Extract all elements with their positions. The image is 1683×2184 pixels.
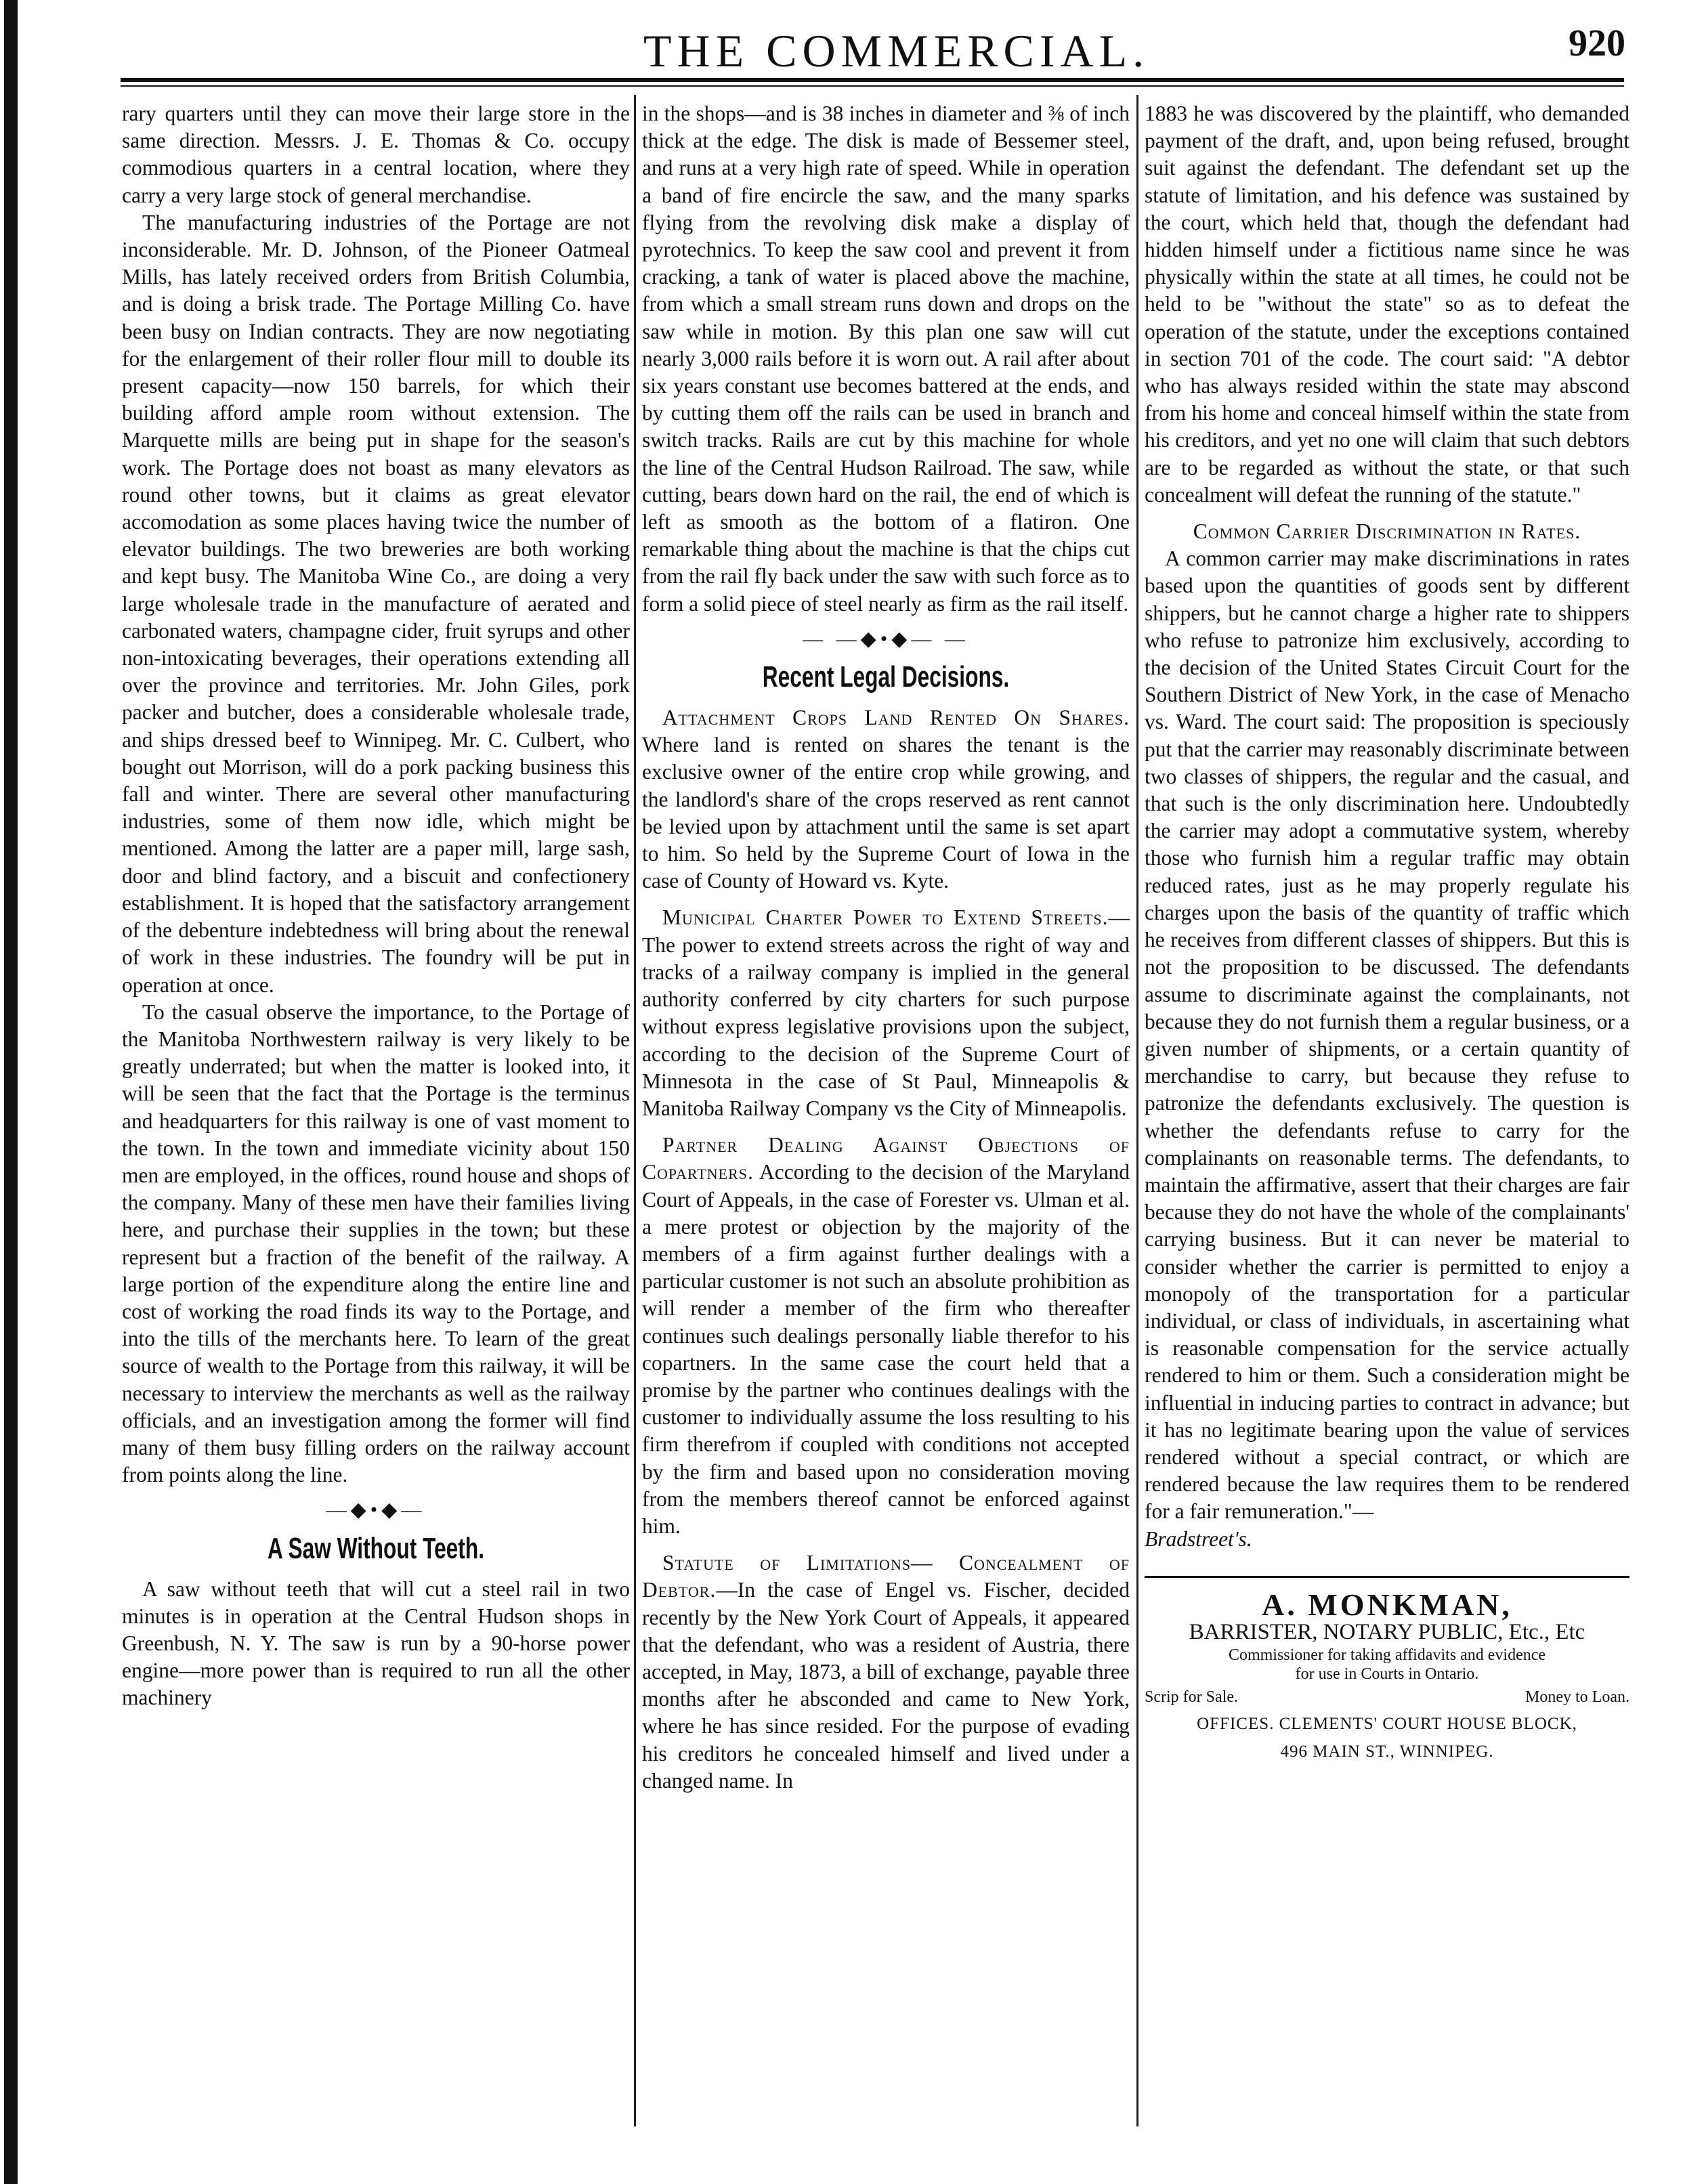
article-heading: A Saw Without Teeth. bbox=[267, 1531, 485, 1565]
ad-line: Commissioner for taking affidavits and evidence bbox=[1228, 1646, 1546, 1665]
legal-item-text: 1883 he was discovered by the plaintiff, who demanded payment of the draft, and, upon being refused, brought suit against the defendant. The defendant set up the statute of limitation, and his defence was sustained by the court, which held that, though the defendant had hidden himself under a fictitious name since he was physically within the state at all times, he could not be held to be "without the state" so as to defeat the operation of the statute, under the exceptions contained in section 701 of the code. The court said: "A debtor who has always resided within the state may abscond from his home and conceal himself within the state from his creditors, and yet no one will claim that such debtors are to be regarded as without the state, or that such concealment will defeat the running of the statute." bbox=[1145, 102, 1629, 507]
masthead bbox=[115, 12, 1625, 87]
section-separator: —◆•◆— bbox=[326, 1499, 426, 1522]
column-2 bbox=[642, 100, 1130, 1795]
legal-item-text: A common carrier may make discriminations in rates based upon the quantities of goods sent by different shippers, but he cannot charge a higher rate to shippers who refuse to patronize him exclusively, according to the decision of the United States Circuit Court for the Southern District of New York, in the case of Menacho vs. Ward. The court said: The proposition is speciously put that the carrier may reasonably discriminate between two classes of shippers, the regular and the casual, and that such is the only discrimination here. Undoubtedly the carrier may adopt a commutative system, whereby those who furnish him a regular traffic may obtain reduced rates, just as he may properly regulate his charges upon the basis of the quantity of traffic which he receives from different classes of shippers. But this is not the proposition to be discussed. The defendants assume to discriminate against the complainants, not because they do not furnish them a regular business, or a given number of shipments, or a certain quantity of merchandise to carry, but because they refuse to patronize the defendants exclusively. The question is whether the defendants refuse to carry for the complainants on reasonable terms. The defendants, to maintain the affirmative, assert that their charges are fair because they do not have the whole of the complainants' carrying business. But it can never be material to consider whether the carrier is permitted to enjoy a monopoly of the transportation for a particular individual, or class of individuals, in ascertaining what is reasonable compensation for the service actually rendered to him or them. Such a consideration might be influential in inducing parties to contract in advance; but it has no legitimate bearing upon the value of services rendered without a special contract, or which are rendered because the law requires them to be rendered for a fair remuneration."— bbox=[1145, 547, 1629, 1524]
legal-item bbox=[642, 904, 1130, 1122]
legal-item-text: —The power to extend streets across the right of way and tracks of a railway company is implied in the general authority conferred by city charters for such purpose without express legislative provisions upon the subject, according to the decision of the Supreme Court of Minnesota in the case of St Paul, Minneapolis & Manitoba Railway Company vs the City of Minneapolis. bbox=[642, 905, 1130, 1120]
header-rule-thin bbox=[121, 85, 1624, 87]
advertisement bbox=[1145, 1576, 1629, 1765]
article-paragraph: The manufacturing industries of the Portage are not inconsiderable. Mr. D. Johnson, of the Pioneer Oatmeal Mills, has lately received orders from British Columbia, and is doing a brisk trade. The Portage Milling Co. have been busy on Indian contracts. They are now negotiating for the enlargement of their roller flour mill to double its present capacity—now 150 barrels, for which their building afford ample room without extension. The Marquette mills are being put in shape for the season's work. The Portage does not boast as many elevators as round other towns, but it claims as great elevator accomodation as some places having twice the number of elevator buildings. The two breweries are both working and kept busy. The Manitoba Wine Co., are doing a very large wholesale trade in the manufacture of aerated and carbonated waters, champagne cider, fruit syrups and other non-intoxicating beverages, their operations extending all over the province and territories. Mr. John Giles, pork packer and butcher, does a considerable wholesale trade, and ships dressed beef to Winnipeg. Mr. C. Culbert, who bought out Morrison, will do a pork packing business this fall and winter. There are several other manufacturing industries, some of them now idle, which might be mentioned. Among the latter are a paper mill, large sash, door and blind factory, and a biscuit and confectionery establishment. It is hoped that the satisfactory arrangement of the debenture indebtedness will bring about the renewal of work in these industries. The foundry will be put in operation at once. bbox=[122, 210, 630, 997]
article-source: Bradstreet's. bbox=[1145, 1526, 1252, 1551]
column-divider-1 bbox=[634, 95, 636, 2126]
section-separator: — —◆•◆— — bbox=[803, 627, 969, 650]
legal-item-title: Attachment Crops Land Rented On Shares. bbox=[662, 706, 1130, 730]
page-number: 920 bbox=[1569, 22, 1625, 64]
legal-item-title: Common Carrier Discrimination in Rates. bbox=[1193, 519, 1581, 544]
legal-item-text: —In the case of Engel vs. Fischer, decided recently by the New York Court of Appeals, it appeared that the defendant, who was a resident of Austria, there accepted, in May, 1873, a bill of exchange, payable three months after he absconded and came to New York, where he has since resided. For the purpose of evading his creditors he concealed himself and lived under a changed name. In bbox=[642, 1578, 1130, 1793]
legal-item-title: Municipal Charter Power to Extend Streets. bbox=[662, 905, 1109, 930]
article-paragraph: in the shops—and is 38 inches in diameter and ⅜ of inch thick at the edge. The disk is made of Bessemer steel, and runs at a very high rate of speed. While in operation a band of fire encircle the saw, and the many sparks flying from the revolving disk make a display of pyrotechnics. To keep the saw cool and prevent it from cracking, a tank of water is placed above the machine, from which a small stream runs down and drops on the saw while in motion. By this plan one saw will cut nearly 3,000 rails before it is worn out. A rail after about six years constant use becomes battered at the ends, and by cutting them off the rails can be used in branch and switch tracks. Rails are cut by this machine for whole the line of the Central Hudson Railroad. The saw, while cutting, bears down hard on the rail, the end of which is left as smooth as the bottom of a flatiron. One remarkable thing about the machine is that the chips cut from the rail fly back under the saw with such force as to form a solid piece of steel nearly as firm as the rail itself. bbox=[642, 102, 1130, 616]
page-edge-bar bbox=[4, 0, 18, 2184]
section-heading: Recent Legal Decisions. bbox=[762, 660, 1010, 694]
legal-item-text: Where land is rented on shares the tenant is the exclusive owner of the entire crop while growing, and the landlord's share of the crops reserved as rent cannot be levied upon by attachment until the same is set apart to him. So held by the Supreme Court of Iowa in the case of County of Howard vs. Kyte. bbox=[642, 733, 1130, 893]
ad-title: BARRISTER, NOTARY PUBLIC, Etc., Etc bbox=[1189, 1619, 1585, 1644]
legal-item-text: According to the decision of the Maryland Court of Appeals, in the case of Forester vs. Ulman et al. a mere protest or objection by the majority of the members of a firm against further dealings with a particular customer is not such an absolute prohibition as will render a member of the firm who thereafter continues such dealings personally liable therefor to his copartners. In the same case the court held that a promise by the partner who continues dealings with the customer to individually assume the loss resulting to his firm therefrom if coupled with conditions not accepted by the firm and based upon no consideration moving from the members thereof cannot be enforced against him. bbox=[642, 1160, 1130, 1538]
legal-item bbox=[642, 1132, 1130, 1540]
article-paragraph: A saw without teeth that will cut a steel rail in two minutes is in operation at the Central Hudson shops in Greenbush, N. Y. The saw is run by a 90-horse power engine—more power than is required to run all the other machinery bbox=[122, 1577, 630, 1710]
ad-name: A. MONKMAN, bbox=[1262, 1587, 1512, 1622]
ad-address: 496 MAIN ST., WINNIPEG. bbox=[1280, 1742, 1494, 1761]
ad-offices: OFFICES. CLEMENTS' COURT HOUSE BLOCK, bbox=[1197, 1715, 1577, 1734]
legal-item bbox=[642, 704, 1130, 895]
column-3 bbox=[1145, 100, 1629, 1765]
column-1 bbox=[122, 100, 630, 1712]
legal-item-title: Statute of Limitations— Concealment of Debtor. bbox=[642, 1551, 1130, 1602]
article-paragraph: rary quarters until they can move their large store in the same direction. Messrs. J. E. Thomas & Co. occupy commodious quarters in a central location, where they carry a very large stock of general merchandise. bbox=[122, 102, 630, 207]
ad-money: Money to Loan. bbox=[1525, 1688, 1629, 1707]
article-paragraph: To the casual observe the importance, to the Portage of the Manitoba Northwestern railway is very likely to be greatly underrated; but when the matter is looked into, it will be seen that the fact that the Portage is the terminus and headquarters for this railway is one of vast moment to the town. In the town and immediate vicinity about 150 men are employed, in the offices, round house and shops of the company. Many of these men have their families living here, and purchase their supplies in the town; but these represent but a fraction of the benefit of the railway. A large portion of the expenditure along the entire line and cost of working the road finds its way to the Portage, and into the tills of the merchants here. To learn of the great source of wealth to the Portage from this railway, it will be necessary to interview the merchants as well as the railway officials, and an investigation among the former will find many of them busy filling orders on the railway account from points along the line. bbox=[122, 1000, 630, 1487]
legal-item bbox=[642, 1549, 1130, 1795]
column-divider-2 bbox=[1136, 95, 1138, 2126]
newspaper-title: THE COMMERCIAL. bbox=[643, 25, 1150, 77]
ad-line: for use in Courts in Ontario. bbox=[1295, 1665, 1479, 1684]
header-rule-thick bbox=[121, 78, 1624, 82]
ad-row bbox=[1145, 1684, 1629, 1711]
legal-item-title: Partner Dealing Against Objections of Copartners. bbox=[642, 1133, 1130, 1184]
ad-scrip: Scrip for Sale. bbox=[1145, 1688, 1238, 1707]
